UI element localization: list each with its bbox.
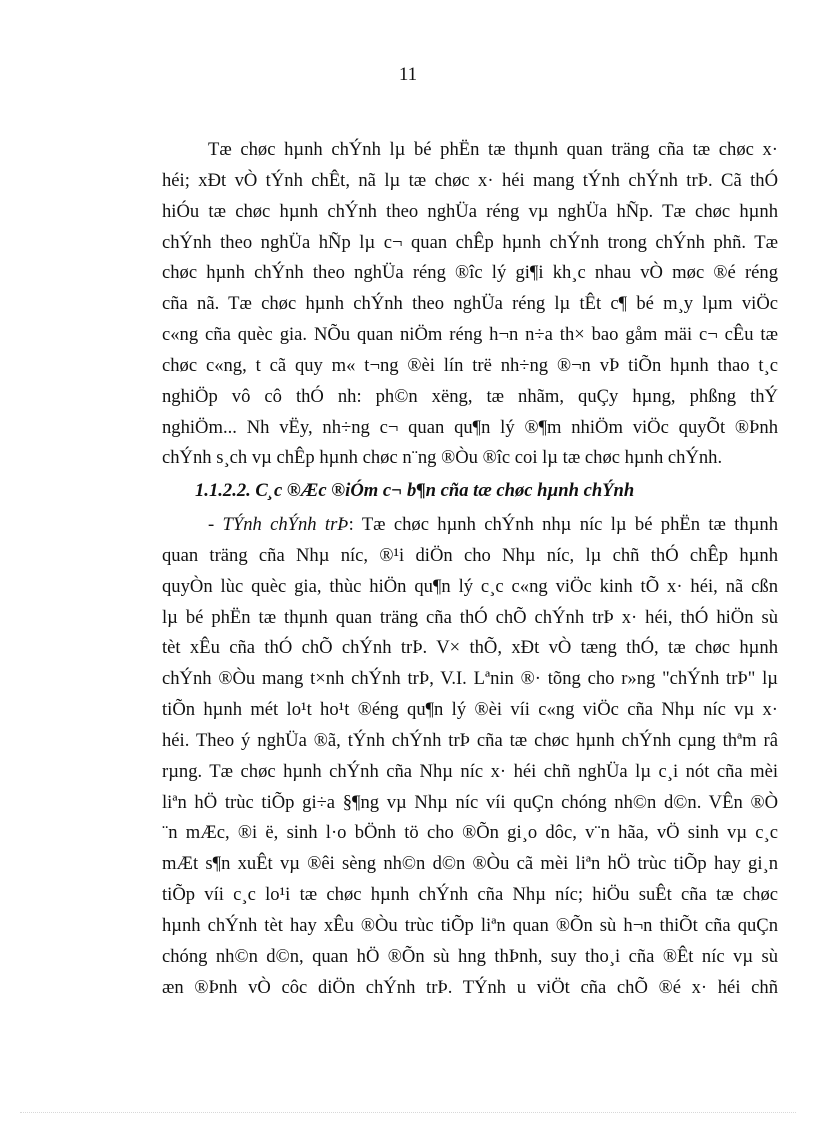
text-line: chøc c«ng, t cã quy m« t¬ng ®èi lín trë nh÷ng ®¬n vÞ tiÕn hµnh thao t¸c [162,354,778,376]
text-line: nghiÖm... Nh vËy, nh÷ng c¬ quan qu¶n lý ®¶m nhiÖm viÖc quyÕt ®Þnh [162,416,778,438]
text-line: quyÒn lùc quèc gia, thùc hiÖn qu¶n lý c¸c c«ng viÖc kinh tÕ x· héi, nã cßn [162,575,778,597]
text-line: héi. Theo ý nghÜa ®ã, tÝnh chÝnh trÞ cña tæ chøc hµnh chÝnh cµng thªm râ [162,729,778,751]
text-line: chÝnh theo nghÜa hÑp lµ c¬ quan chÊp hµnh chÝnh trong chÝnh phñ. Tæ [162,231,778,253]
text-line: chÝnh ®Òu mang t×nh chÝnh trÞ, V.I. Lªnin ®· tõng cho r»ng "chÝnh trÞ" lµ [162,668,778,690]
text-line: chøc hµnh chÝnh theo nghÜa réng ®îc lý gi¶i kh¸c nhau vÒ møc ®é réng [162,262,778,284]
text-line: tiÕn hµnh mét lo¹t ho¹t ®éng qu¶n lý ®èi víi c«ng viÖc cña Nhµ níc vµ x· [162,699,778,721]
text-line: Tæ chøc hµnh chÝnh lµ bé phËn tæ thµnh quan träng cña tæ chøc x· [208,139,778,160]
text-line: nghiÖp vô cô thÓ nh: ph©n xëng, tæ nhãm, quÇy hµng, phßng thÝ [162,385,778,407]
text-line: quan träng cña Nhµ níc, ®¹i diÖn cho Nhµ níc, lµ chñ thÓ chÊp hµnh [162,544,778,566]
list-dash: - [208,514,223,535]
text-line: chóng nh©n d©n, quan hÖ ®Õn sù hng thÞnh, suy tho¸i cña ®Êt níc vµ sù [162,945,778,967]
text-line: rµng. Tæ chøc hµnh chÝnh cña Nhµ níc x· héi chñ nghÜa lµ c¸i nót cña mèi [162,760,778,782]
text-line: æn ®Þnh vÒ côc diÖn chÝnh trÞ. TÝnh u viÖt cña chÕ ®é x· héi chñ [162,976,778,998]
text-line: cña nã. Tæ chøc hµnh chÝnh theo nghÜa réng lµ tÊt c¶ bé m¸y lµm viÖc [162,293,778,315]
text-line: ¨n mÆc, ®i ë, sinh l·o bÖnh tö cho ®Õn gi¸o dôc, v¨n hãa, vÖ sinh vµ c¸c [162,822,778,844]
text-line: liªn hÖ trùc tiÕp gi÷a §¶ng vµ Nhµ níc víi quÇn chóng nh©n d©n. VÊn ®Ò [162,791,778,813]
text-line: tèt xÊu cña thÓ chÕ chÝnh trÞ. V× thÕ, xÐt vÒ tæng thÓ, tæ chøc hµnh [162,637,778,659]
text-line: c«ng cña quèc gia. NÕu quan niÖm réng h¬n n÷a th× bao gåm mäi c¬ cÊu tæ [162,324,778,346]
paragraph-political-nature [162,510,778,1004]
text-line: lµ bé phËn tæ thµnh quan träng cña thÓ chÕ chÝnh trÞ x· héi, thÓ hiÖn sù [162,606,778,628]
page-number: 11 [398,64,418,85]
section-heading: 1.1.2.2. C¸c ®Æc ®iÓm c¬ b¶n cña tæ chøc hµnh chÝnh [195,480,635,501]
page-bottom-rule [20,1112,796,1113]
paragraph-organization-definition [162,135,778,474]
text-line [162,510,778,541]
text-line: hµnh chÝnh tèt hay xÊu ®Òu trùc tiÕp liªn quan ®Õn sù h¬n thiÕt cña quÇn [162,914,778,936]
text-line: chÝnh s¸ch vµ chÊp hµnh chøc n¨ng ®Òu ®îc coi lµ tæ chøc hµnh chÝnh. [162,447,723,469]
item-text: : Tæ chøc hµnh chÝnh nhµ níc lµ bé phËn tæ thµnh [348,514,778,535]
text-line: hiÓu tæ chøc hµnh chÝnh theo nghÜa réng vµ nghÜa hÑp. Tæ chøc hµnh [162,200,778,222]
item-label: TÝnh chÝnh trÞ [222,514,349,535]
text-line: mÆt s¶n xuÊt vµ ®êi sèng nh©n d©n ®Òu cã mèi liªn hÖ trùc tiÕp hay gi¸n [162,853,778,875]
text-line: tiÕp víi c¸c lo¹i tæ chøc hµnh chÝnh cña Nhµ níc; hiÖu suÊt cña tæ chøc [162,884,778,906]
text-line: héi; xÐt vÒ tÝnh chÊt, nã lµ tæ chøc x· héi mang tÝnh chÝnh trÞ. Cã thÓ [162,169,778,191]
